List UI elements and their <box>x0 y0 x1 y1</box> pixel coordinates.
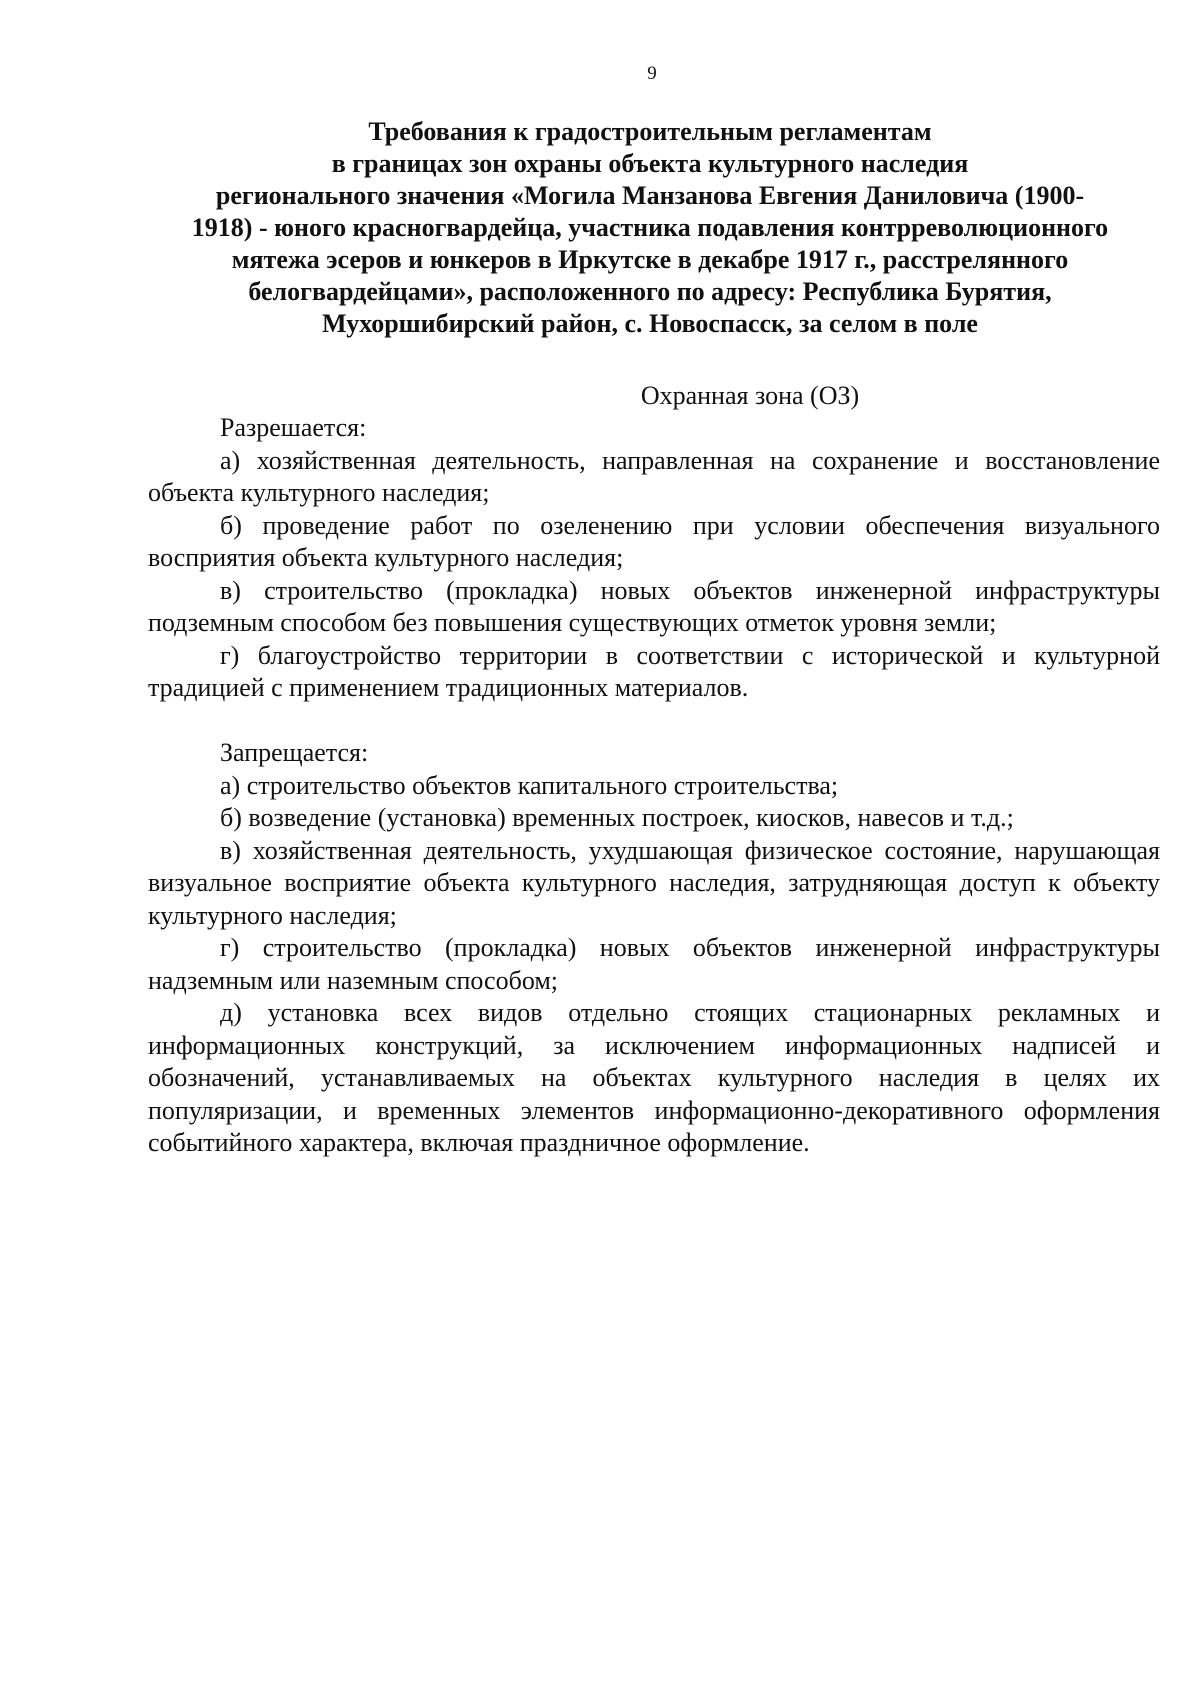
allowed-item: б) проведение работ по озеленению при условии обеспечения визуального восприятия объекта культурного наследия; <box>148 510 1160 572</box>
zone-heading: Охранная зона (ОЗ) <box>640 381 860 410</box>
forbidden-item: г) строительство (прокладка) новых объектов инженерной инфраструктуры надземным или наземным способом; <box>148 933 1160 995</box>
title-line: Мухоршибирский район, с. Новоспасск, за селом в поле <box>322 309 978 338</box>
document-title <box>140 116 1160 340</box>
forbidden-item: в) хозяйственная деятельность, ухудшающая физическое состояние, нарушающая визуальное восприятие объекта культурного наследия, затрудняющая доступ к объекту культурного наследия; <box>148 835 1160 930</box>
title-line: регионального значения «Могила Манзанова Евгения Даниловича (1900- <box>215 181 1085 210</box>
forbidden-item: а) строительство объектов капитального строительства; <box>220 770 839 800</box>
allowed-item: в) строительство (прокладка) новых объектов инженерной инфраструктуры подземным способом без повышения существующих отметок уровня земли; <box>148 575 1160 637</box>
allowed-item: а) хозяйственная деятельность, направленная на сохранение и восстановление объекта культурного наследия; <box>148 445 1160 507</box>
forbidden-item: д) установка всех видов отдельно стоящих стационарных рекламных и информационных конструкций, за исключением информационных надписей и обозначений, устанавливаемых на объектах культурного наследия в целях их популяризации, и временных элементов информационно-декоративного оформления событийного характера, включая праздничное оформление. <box>148 998 1160 1157</box>
title-line: белогвардейцами», расположенного по адресу: Республика Бурятия, <box>248 277 1052 306</box>
forbidden-item: б) возведение (установка) временных построек, киосков, навесов и т.д.; <box>220 803 1014 832</box>
allowed-section <box>148 412 1160 705</box>
allowed-label: Разрешается: <box>220 413 367 442</box>
title-line: мятежа эсеров и юнкеров в Иркутске в декабре 1917 г., расстрелянного <box>231 245 1069 274</box>
title-line: Требования к градостроительным регламентам <box>368 117 932 146</box>
title-line: в границах зон охраны объекта культурного наследия <box>331 149 969 178</box>
forbidden-label: Запрещается: <box>220 738 369 767</box>
page-number: 9 <box>647 63 657 84</box>
title-line: 1918) - юного красногвардейца, участника подавления контрреволюционного <box>191 213 1109 242</box>
forbidden-section <box>148 737 1160 1160</box>
allowed-item: г) благоустройство территории в соответствии с исторической и культурной традицией с применением традиционных материалов. <box>148 640 1160 702</box>
